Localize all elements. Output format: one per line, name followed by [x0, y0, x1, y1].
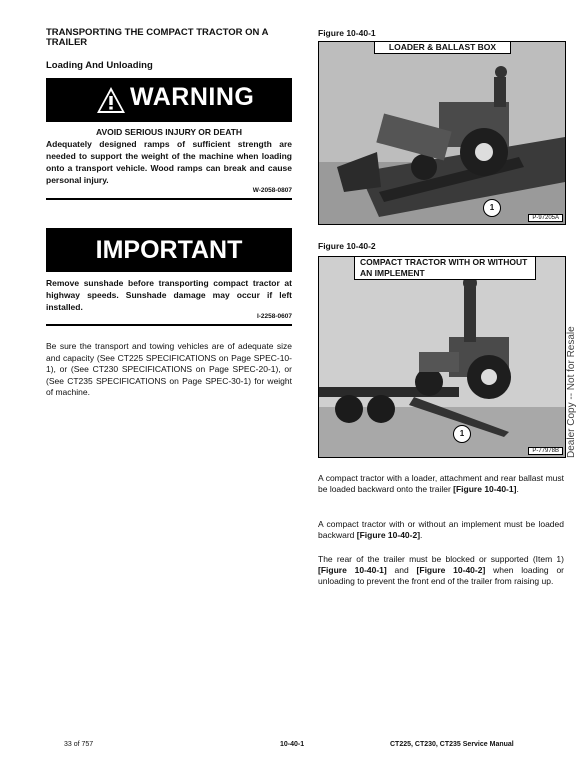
warning-word: WARNING: [130, 83, 255, 111]
warning-code: W-2058-0807: [252, 187, 292, 194]
figure-1-photo: [318, 41, 566, 225]
paragraph-2: A compact tractor with or without an implement must be loaded backward [Figure 10-40-2].: [318, 519, 564, 540]
footer-page-number: 10-40-1: [280, 741, 305, 748]
section-heading: TRANSPORTING THE COMPACT TRACTOR ON A TRAILER: [46, 27, 269, 48]
figure-1-label: Figure 10-40-1: [318, 28, 376, 38]
body-text: Be sure the transport and towing vehicles are of adequate size and capacity (See CT225 SPECIFICATIONS on Page SPEC-10-1), or (See CT230 SPECIFICATIONS on Page SPEC-20-1), or (See CT235 SPECIFICATIONS on Page SPEC-30-1) for weight of machine.: [46, 341, 292, 397]
figure-2-code: P-77978B: [528, 447, 563, 455]
figure-2-label: Figure 10-40-2: [318, 241, 376, 251]
figure-1-code: P-97205A: [528, 214, 563, 222]
divider: [46, 198, 292, 200]
warning-text: Adequately designed ramps of sufficient strength are needed to support the weight of the machine when loading onto a transport vehicle. Wood ramps can break and cause personal injury.: [46, 139, 292, 185]
footer-manual: CT225, CT230, CT235 Service Manual: [390, 741, 514, 748]
paragraph-1: A compact tractor with a loader, attachment and rear ballast must be loaded backward onto the trailer [Figure 10-40-1].: [318, 473, 564, 494]
figure-2-title: COMPACT TRACTOR WITH OR WITHOUT AN IMPLEMENT: [354, 257, 536, 280]
paragraph-3: The rear of the trailer must be blocked or supported (Item 1) [Figure 10-40-1] and [Figure 10-40-2] when loading or unloading to prevent the front end of the trailer from raising up.: [318, 554, 565, 586]
subheading: Loading And Unloading: [46, 60, 153, 71]
important-banner: IMPORTANT: [46, 228, 292, 272]
figure-1-title: LOADER & BALLAST BOX: [374, 42, 511, 54]
warning-triangle-icon: [96, 86, 126, 114]
important-text: Remove sunshade before transporting compact tractor at highway speeds. Sunshade damage may occur if left installed.: [46, 278, 292, 312]
callout-1: 1: [483, 199, 501, 217]
tractor-loader-illustration: [319, 42, 565, 224]
divider: [46, 324, 292, 326]
warning-title: AVOID SERIOUS INJURY OR DEATH: [95, 127, 243, 137]
warning-banner: [46, 78, 292, 122]
tractor-trailer-illustration: [319, 257, 565, 457]
important-code: I-2258-0607: [256, 313, 292, 320]
watermark: Dealer Copy -- Not for Resale: [566, 326, 577, 458]
figure-2-photo: [318, 256, 566, 458]
footer-pages: 33 of 757: [64, 741, 94, 748]
callout-1: 1: [453, 425, 471, 443]
